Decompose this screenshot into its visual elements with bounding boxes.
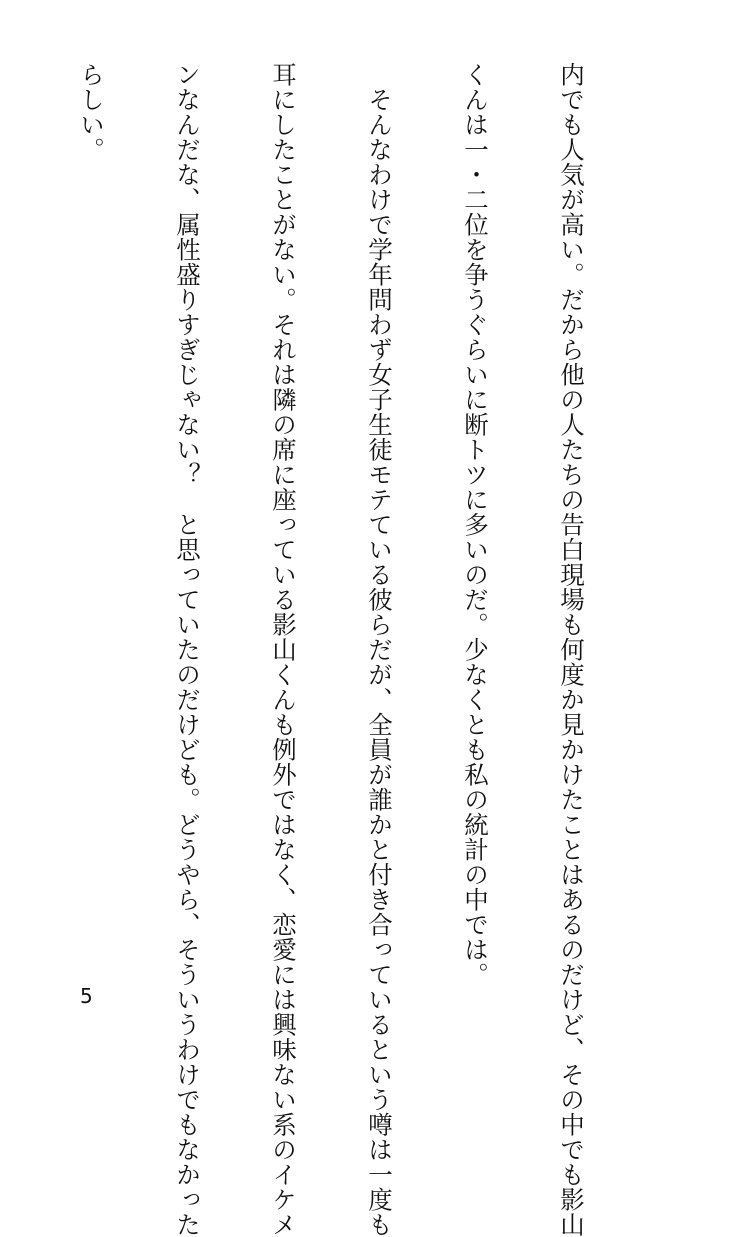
text-line: くんは一・二位を争うぐらいに断トツに多いのだ。少なくとも私の統計の中では。: [461, 62, 490, 987]
blank-line: [0, 62, 11, 967]
page-number: 5: [80, 984, 93, 1008]
text-line: らしい。: [77, 62, 106, 162]
text-line: 内でも人気が高い。だから他の人たちの告白現場も何度か見かけたことはあるのだけど、その中でも影山: [557, 62, 586, 1237]
text-line: そんなわけで学年問わず女子生徒モテている彼らだが、全員が誰かと付き合っているという噂は一度も: [365, 62, 394, 1237]
vertical-text-body: [0, 62, 651, 1237]
text-line: ンなんだな、属性盛りすぎじゃない？ と思っていたのだけども。どうやら、そういうわけでもなかった: [173, 62, 202, 1237]
text-line: 耳にしたことがない。それは隣の席に座っている影山くんも例外ではなく、恋愛には興味ない系のイケメ: [269, 62, 298, 1237]
